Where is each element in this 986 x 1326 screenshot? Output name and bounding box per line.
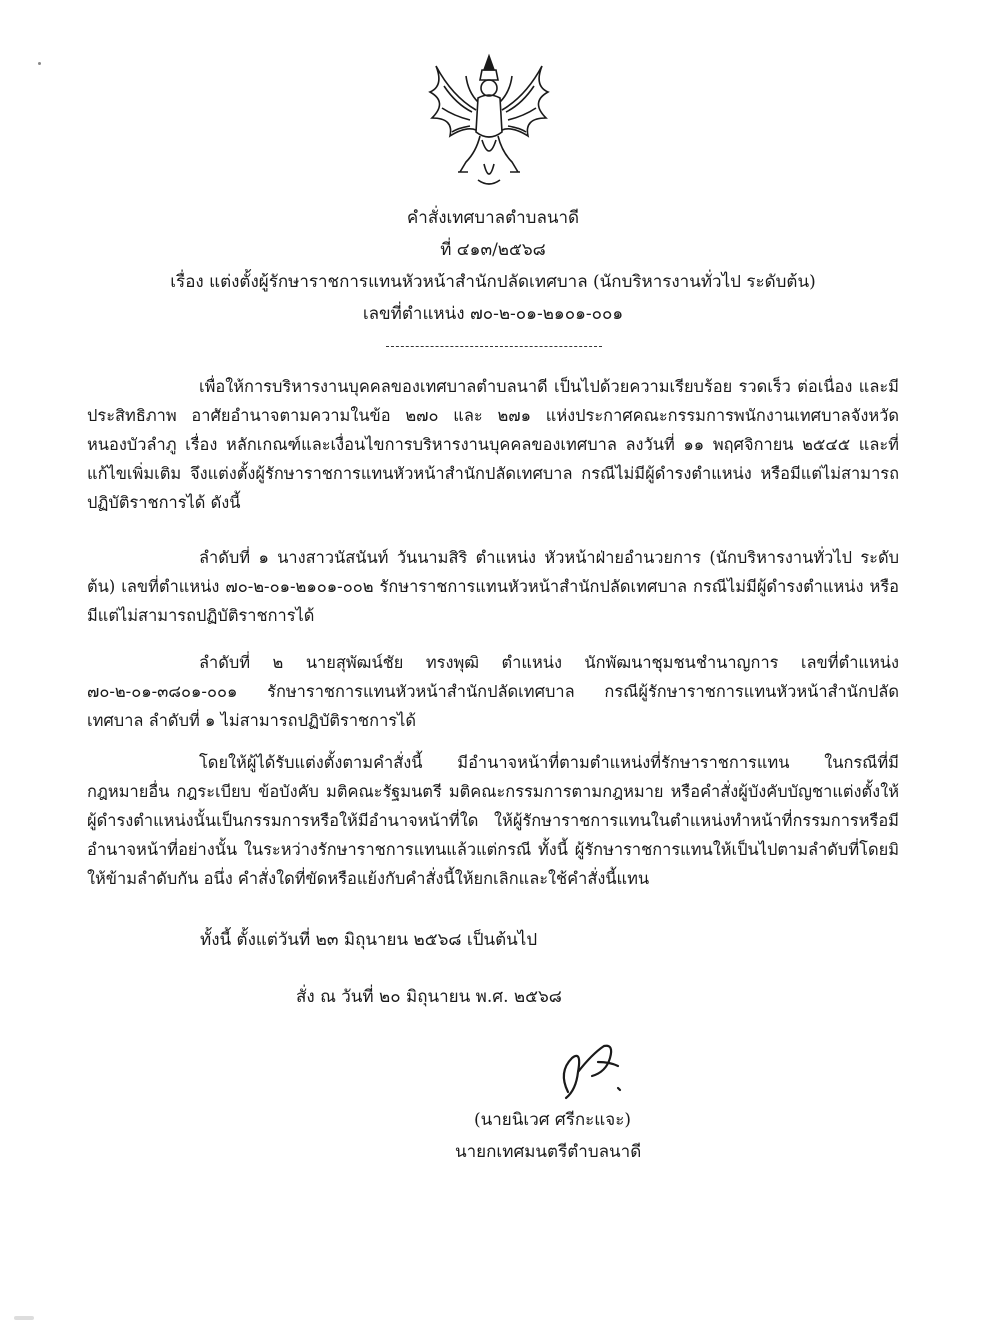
scan-speck (38, 62, 41, 65)
order-title: คำสั่งเทศบาลตำบลนาดี (406, 208, 580, 228)
header-divider (386, 346, 602, 347)
signatory-position: นายกเทศมนตรีตำบลนาดี (455, 1142, 642, 1162)
authority-paragraph (87, 748, 899, 893)
position-number: เลขที่ตำแหน่ง ๗๐-๒-๐๑-๒๑๐๑-๐๐๑ (362, 304, 624, 324)
signatory-name: (นายนิเวศ ศรีกะแจะ) (474, 1110, 631, 1130)
order-subject: เรื่อง แต่งตั้งผู้รักษาราชการแทนหัวหน้าสำนักปลัดเทศบาล (นักบริหารงานทั่วไป ระดับต้น) (170, 272, 816, 292)
intro-paragraph (87, 372, 899, 517)
scan-speck (14, 1316, 34, 1320)
garuda-emblem-icon (422, 52, 556, 190)
order-2-text: ลำดับที่ ๒ นายสุพัฒน์ชัย ทรงพุฒิ ตำแหน่ง นักพัฒนาชุมชนชำนาญการ เลขที่ตำแหน่ง ๗๐-๒-๐๑-๓๘๐๑-๐๐๑ รักษาราชการแทนหัวหน้าสำนักปลัดเทศบาล กรณีผู้รักษาราชการแทนหัวหน้าสำนักปลัดเทศบาล ลำดับที่ ๑ ไม่สามารถปฏิบัติราชการได้ (87, 653, 899, 730)
order-number: ที่ ๔๑๓/๒๕๖๘ (440, 240, 546, 260)
ordered-date: สั่ง ณ วันที่ ๒๐ มิถุนายน พ.ศ. ๒๕๖๘ (296, 987, 562, 1007)
authority-text: โดยให้ผู้ได้รับแต่งตั้งตามคำสั่งนี้ มีอำนาจหน้าที่ตามตำแหน่งที่รักษาราชการแทน ในกรณีที่มีกฎหมายอื่น กฎระเบียบ ข้อบังคับ มติคณะรัฐมนตรี มติคณะกรรมการตามกฎหมาย หรือคำสั่งผู้บังคับบัญชาแต่งตั้งให้ผู้ดำรงตำแหน่งนั้นเป็นกรรมการหรือให้มีอำนาจหน้าที่ใด ให้ผู้รักษาราชการแทนในตำแหน่งทำหน้าที่กรรมการหรือมีอำนาจหน้าที่อย่างนั้น ในระหว่างรักษาราชการแทนแล้วแต่กรณี ทั้งนี้ ผู้รักษาราชการแทนให้เป็นไปตามลำดับที่โดยมิให้ข้ามลำดับกัน อนึ่ง คำสั่งใดที่ขัดหรือแย้งกับคำสั่งนี้ให้ยกเลิกและใช้คำสั่งนี้แทน (87, 753, 899, 888)
signature-mark (548, 1032, 638, 1104)
intro-text: เพื่อให้การบริหารงานบุคคลของเทศบาลตำบลนาดี เป็นไปด้วยความเรียบร้อย รวดเร็ว ต่อเนื่อง และมีประสิทธิภาพ อาศัยอำนาจตามความในข้อ ๒๗๐ และ ๒๗๑ แห่งประกาศคณะกรรมการพนักงานเทศบาลจังหวัดหนองบัวลำภู เรื่อง หลักเกณฑ์และเงื่อนไขการบริหารงานบุคคลของเทศบาล ลงวันที่ ๑๑ พฤศจิกายน ๒๕๔๕ และที่แก้ไขเพิ่มเติม จึงแต่งตั้งผู้รักษาราชการแทนหัวหน้าสำนักปลัดเทศบาล กรณีไม่มีผู้ดำรงตำแหน่ง หรือมีแต่ไม่สามารถปฏิบัติราชการได้ ดังนี้ (87, 377, 899, 512)
order-2-paragraph (87, 648, 899, 735)
effective-date: ทั้งนี้ ตั้งแต่วันที่ ๒๓ มิถุนายน ๒๕๖๘ เป็นต้นไป (200, 930, 538, 950)
order-1-text: ลำดับที่ ๑ นางสาวนัสนันท์ วันนามสิริ ตำแหน่ง หัวหน้าฝ่ายอำนวยการ (นักบริหารงานทั่วไป ระดับต้น) เลขที่ตำแหน่ง ๗๐-๒-๐๑-๒๑๐๑-๐๐๒ รักษาราชการแทนหัวหน้าสำนักปลัดเทศบาล กรณีไม่มีผู้ดำรงตำแหน่ง หรือมีแต่ไม่สามารถปฏิบัติราชการได้ (87, 548, 899, 625)
order-1-paragraph (87, 543, 899, 630)
